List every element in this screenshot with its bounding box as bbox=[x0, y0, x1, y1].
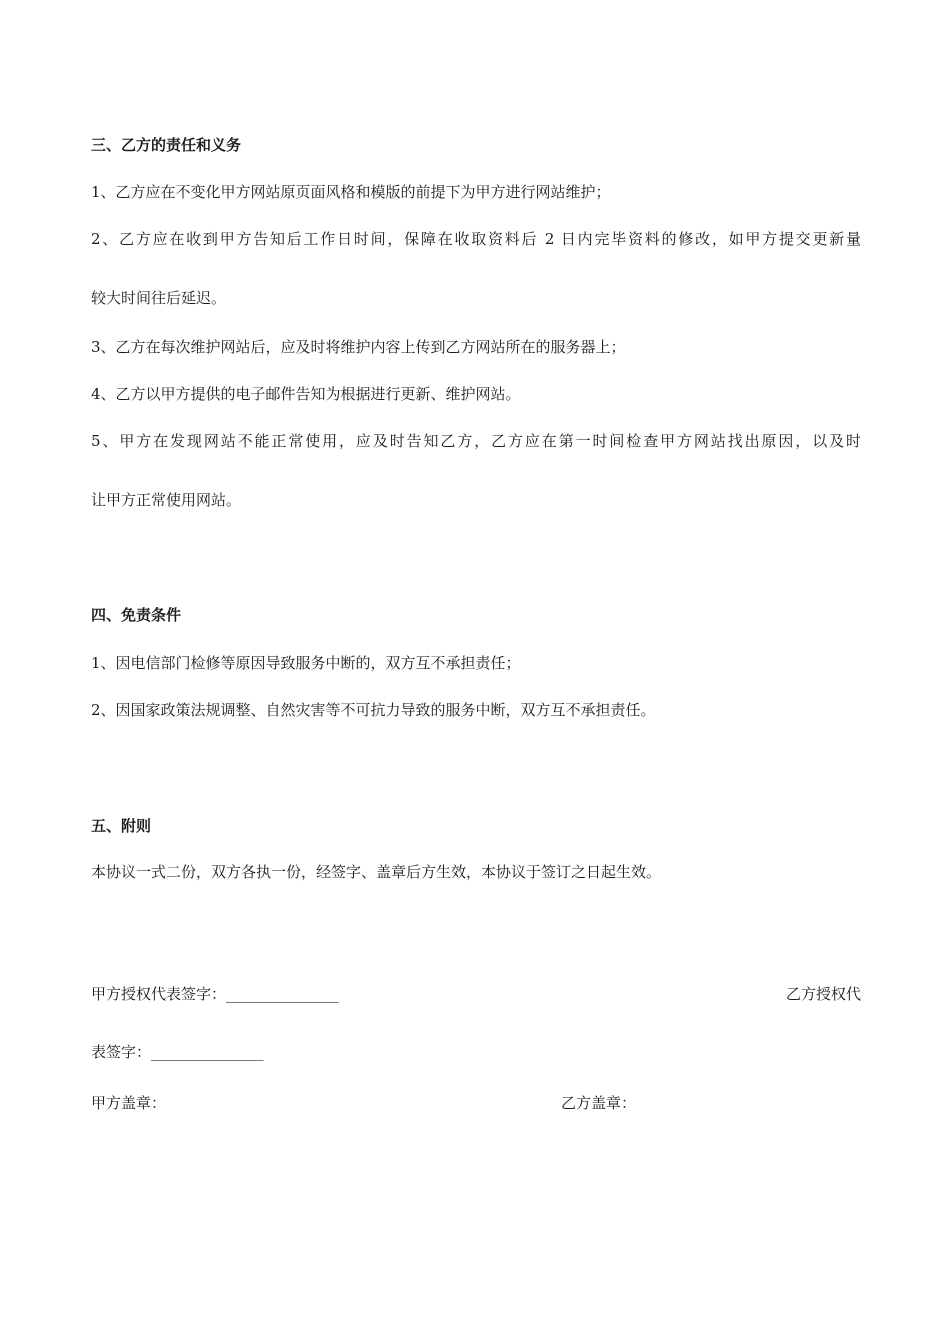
party-b-representative-signature bbox=[91, 1042, 264, 1062]
party-a-representative-label: 甲方授权代表签字： bbox=[91, 985, 227, 1003]
party-a-signature-blank: _______________ bbox=[226, 985, 339, 1003]
section-3-item-3: 3、乙方在每次维护网站后，应及时将维护内容上传到乙方网站所在的服务器上； bbox=[91, 338, 626, 356]
section-3-item-4: 4、乙方以甲方提供的电子邮件告知为根据进行更新、维护网站。 bbox=[91, 385, 521, 403]
section-4-item-2: 2、因国家政策法规调整、自然灾害等不可抗力导致的服务中断，双方互不承担责任。 bbox=[91, 701, 656, 719]
section-3-item-2: 2、乙方应在收到甲方告知后工作日时间，保障在收取资料后 2 日内完毕资料的修改，如甲方提交更新量 bbox=[91, 230, 861, 248]
section-3-item-5-continued: 让甲方正常使用网站。 bbox=[91, 491, 242, 509]
section-3-item-5: 5、甲方在发现网站不能正常使用，应及时告知乙方，乙方应在第一时间检查甲方网站找出原因，以及时 bbox=[91, 432, 861, 450]
party-a-seal-label: 甲方盖章： bbox=[91, 1094, 167, 1112]
party-b-seal-label: 乙方盖章： bbox=[561, 1094, 637, 1112]
section-4-item-1: 1、因电信部门检修等原因导致服务中断的，双方互不承担责任； bbox=[91, 654, 521, 672]
section-3-heading: 三、乙方的责任和义务 bbox=[91, 136, 242, 154]
party-b-representative-label-end: 表签字： bbox=[91, 1043, 152, 1061]
party-b-representative-label-start: 乙方授权代 bbox=[785, 985, 861, 1003]
party-b-signature-blank: _______________ bbox=[151, 1043, 264, 1061]
section-3-item-1: 1、乙方应在不变化甲方网站原页面风格和模版的前提下为甲方进行网站维护； bbox=[91, 183, 611, 201]
section-5-heading: 五、附则 bbox=[91, 817, 152, 835]
party-a-representative-signature bbox=[91, 984, 339, 1004]
section-5-text: 本协议一式二份，双方各执一份，经签字、盖章后方生效，本协议于签订之日起生效。 bbox=[91, 863, 662, 881]
section-4-heading: 四、免责条件 bbox=[91, 606, 182, 624]
section-3-item-2-continued: 较大时间往后延迟。 bbox=[91, 289, 227, 307]
